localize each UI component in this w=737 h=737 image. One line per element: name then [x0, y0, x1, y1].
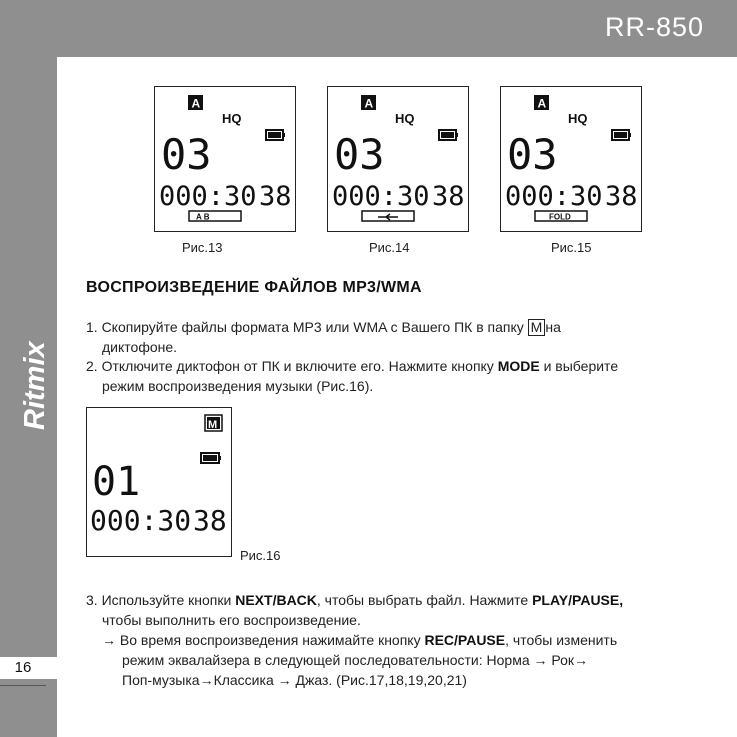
- caption-fig15: Рис.15: [551, 240, 592, 255]
- lcd-fig14: [327, 86, 469, 232]
- svg-text:38: 38: [259, 181, 292, 212]
- svg-text:38: 38: [432, 181, 465, 212]
- step-3: 3. Используйте кнопки NEXT/BACK, чтобы выбрать файл. Нажмите PLAY/PAUSE, чтобы выполнить его воспроизведение. → Во время воспроизведения нажимайте кнопку REC/PAUSE, чтобы изменить режим эквалайзера в следующей последовательности: Норма → Рок→ Поп-музыка→Классика → Джаз. (Рис.17,18,19,20,21): [86, 592, 624, 688]
- svg-text:38: 38: [193, 504, 227, 537]
- ritmix-logo: [0, 312, 57, 442]
- svg-text:HQ: HQ: [568, 111, 588, 126]
- model-title: RR-850: [604, 12, 704, 42]
- svg-text:M: M: [208, 419, 218, 431]
- page-number-rule: [0, 685, 46, 686]
- section-title: ВОСПРОИЗВЕДЕНИЕ ФАЙЛОВ MP3/WMA: [86, 279, 422, 296]
- step-2: 2. Отключите диктофон от ПК и включите его. Нажмите кнопку MODE и выберите режим воспроизведения музыки (Рис.16).: [86, 358, 619, 394]
- battery-icon: [266, 130, 285, 140]
- battery-icon: [612, 130, 631, 140]
- caption-fig14: Рис.14: [369, 240, 410, 255]
- svg-text:000:30: 000:30: [332, 181, 430, 212]
- caption-fig16: Рис.16: [240, 548, 281, 563]
- svg-text:A B: A B: [196, 212, 210, 222]
- battery-icon: [439, 130, 458, 140]
- brand-name: Ritmix: [19, 341, 51, 430]
- svg-text:000:30: 000:30: [159, 181, 257, 212]
- caption-fig13: Рис.13: [182, 240, 223, 255]
- page-number: 16: [14, 659, 32, 676]
- svg-text:03: 03: [507, 130, 558, 179]
- svg-text:HQ: HQ: [222, 111, 242, 126]
- svg-text:A: A: [537, 96, 547, 111]
- svg-text:03: 03: [334, 130, 385, 179]
- svg-text:000:30: 000:30: [90, 504, 192, 537]
- folder-m-box: M: [528, 319, 546, 336]
- svg-text:A: A: [191, 96, 201, 111]
- lcd-fig13: [154, 86, 296, 232]
- svg-text:HQ: HQ: [395, 111, 415, 126]
- svg-text:000:30: 000:30: [505, 181, 603, 212]
- battery-icon: [201, 453, 221, 463]
- svg-text:03: 03: [161, 130, 212, 179]
- lcd-fig15: [500, 86, 642, 232]
- step-1: 1. Скопируйте файлы формата MP3 или WMA с Вашего ПК в папку M на диктофоне.: [86, 319, 561, 355]
- svg-text:38: 38: [605, 181, 638, 212]
- svg-text:FOLD: FOLD: [549, 212, 571, 222]
- svg-text:01: 01: [92, 459, 141, 505]
- lcd-fig16: [86, 407, 232, 557]
- svg-text:A: A: [364, 96, 374, 111]
